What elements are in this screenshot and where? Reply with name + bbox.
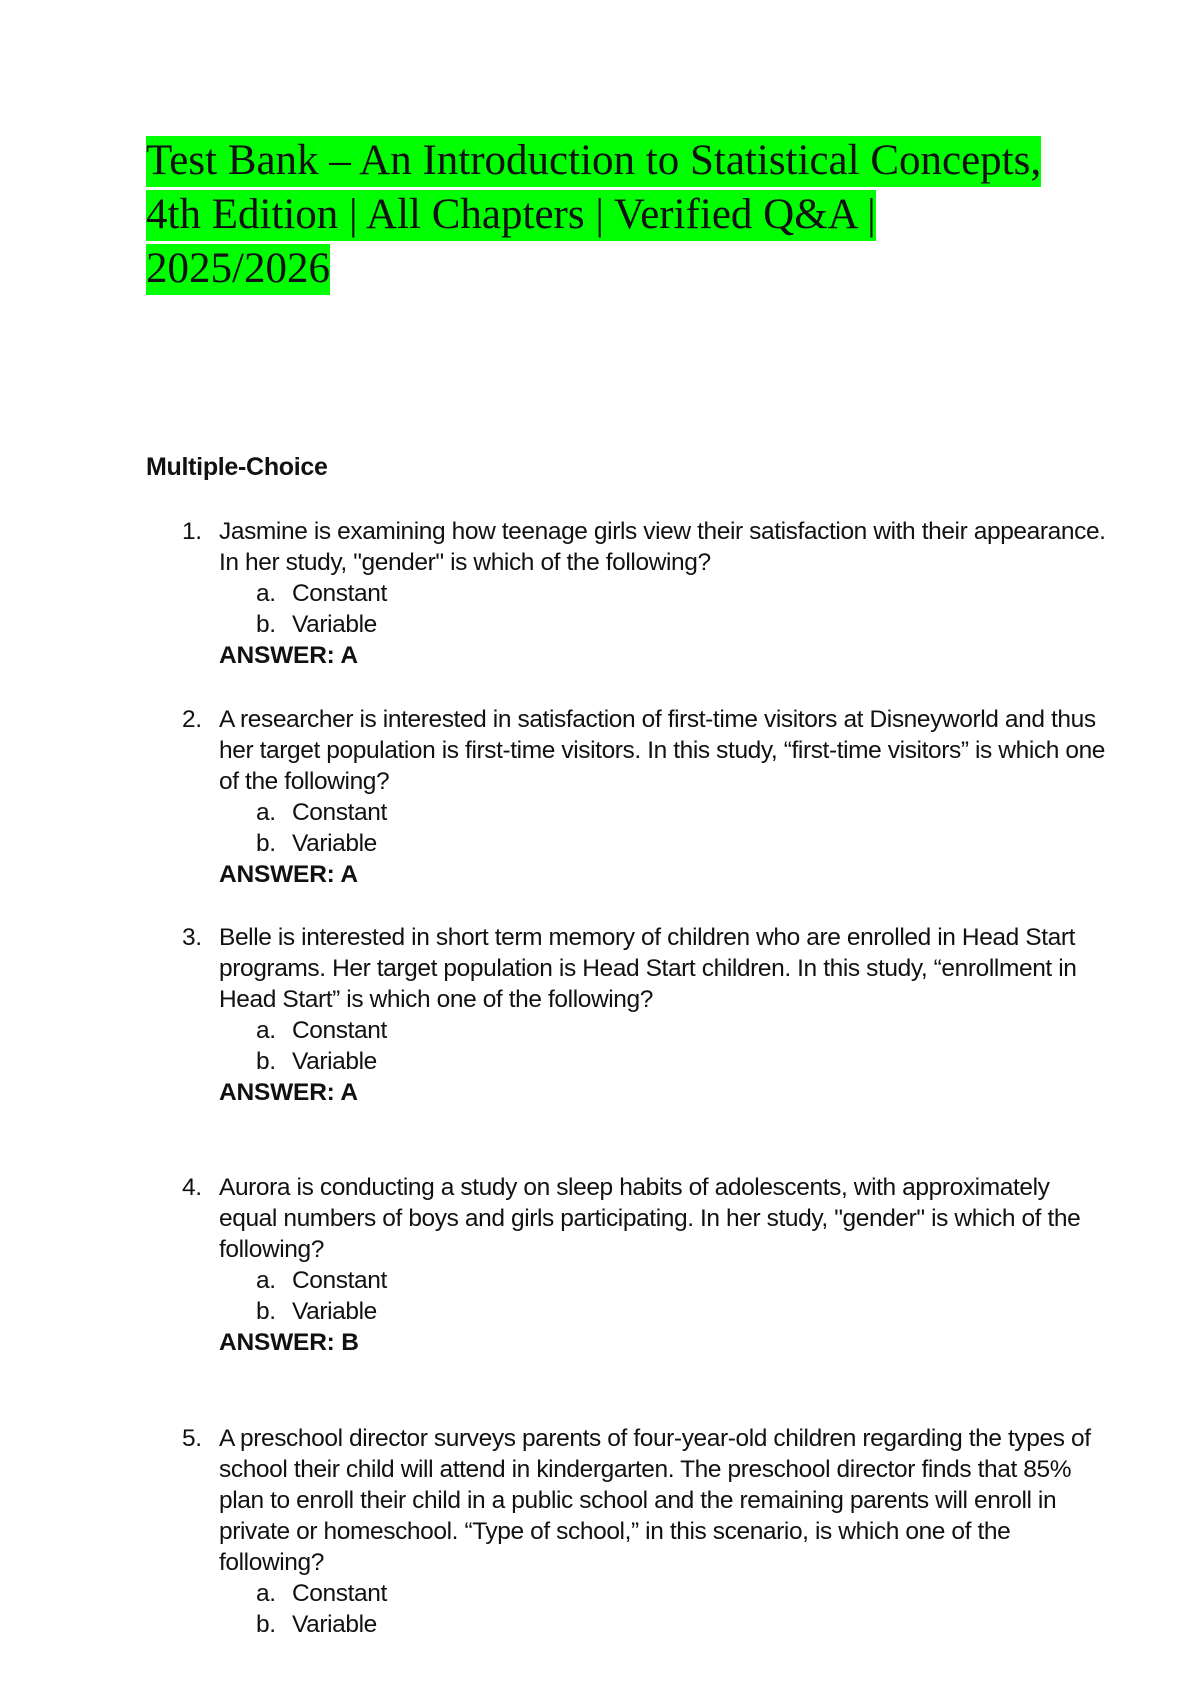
answer-key: ANSWER: A — [219, 1079, 358, 1106]
title-line: Test Bank – An Introduction to Statistical Concepts, — [146, 136, 1041, 187]
option-item — [219, 1296, 1106, 1327]
option-letter: a. — [256, 1267, 276, 1294]
question-item — [146, 922, 1106, 1108]
option-item — [219, 609, 1106, 640]
section-heading: Multiple-Choice — [146, 453, 328, 481]
option-letter: b. — [256, 1048, 276, 1075]
option-text: Constant — [292, 1580, 387, 1607]
option-text: Variable — [292, 1298, 377, 1325]
question-number: 4. — [182, 1174, 202, 1201]
option-item — [219, 578, 1106, 609]
option-letter: a. — [256, 580, 276, 607]
option-item — [219, 1609, 1106, 1640]
option-letter: a. — [256, 799, 276, 826]
option-text: Constant — [292, 1267, 387, 1294]
answer-options — [219, 797, 1106, 859]
option-letter: a. — [256, 1580, 276, 1607]
option-item — [219, 1015, 1106, 1046]
option-letter: b. — [256, 611, 276, 638]
question-number: 1. — [182, 518, 202, 545]
answer-options — [219, 1578, 1106, 1640]
option-text: Constant — [292, 580, 387, 607]
option-text: Constant — [292, 1017, 387, 1044]
question-item — [146, 516, 1106, 671]
question-text: Jasmine is examining how teenage girls view their satisfaction with their appearance. In her study, "gender" is which of the following? — [219, 518, 1106, 576]
option-letter: b. — [256, 1611, 276, 1638]
option-letter: b. — [256, 1298, 276, 1325]
question-item — [146, 1423, 1106, 1640]
question-text: Belle is interested in short term memory of children who are enrolled in Head Start programs. Her target population is Head Start children. In this study, “enrollment in Head Start” is which one of the following? — [219, 924, 1077, 1013]
question-text: A preschool director surveys parents of four-year-old children regarding the types of school their child will attend in kindergarten. The preschool director finds that 85% plan to enroll their child in a public school and the remaining parents will enroll in private or homeschool. “Type of school,” in this scenario, is which one of the following? — [219, 1425, 1091, 1576]
option-item — [219, 1578, 1106, 1609]
document-title — [146, 134, 1086, 296]
option-item — [219, 797, 1106, 828]
answer-key: ANSWER: B — [219, 1329, 359, 1356]
question-item — [146, 1172, 1106, 1358]
answer-options — [219, 578, 1106, 640]
question-text: Aurora is conducting a study on sleep habits of adolescents, with approximately equal numbers of boys and girls participating. In her study, "gender" is which of the following? — [219, 1174, 1081, 1263]
title-line: 4th Edition | All Chapters | Verified Q&A | — [146, 190, 876, 241]
question-number: 2. — [182, 706, 202, 733]
option-letter: b. — [256, 830, 276, 857]
answer-options — [219, 1015, 1106, 1077]
option-text: Variable — [292, 611, 377, 638]
option-text: Constant — [292, 799, 387, 826]
title-line: 2025/2026 — [146, 244, 330, 295]
option-text: Variable — [292, 830, 377, 857]
option-text: Variable — [292, 1048, 377, 1075]
question-text: A researcher is interested in satisfaction of first-time visitors at Disneyworld and thus her target population is first-time visitors. In this study, “first-time visitors” is which one of the following? — [219, 706, 1106, 795]
question-item — [146, 704, 1106, 890]
question-number: 5. — [182, 1425, 202, 1452]
answer-options — [219, 1265, 1106, 1327]
option-item — [219, 828, 1106, 859]
answer-key: ANSWER: A — [219, 861, 358, 888]
option-text: Variable — [292, 1611, 377, 1638]
question-list — [146, 516, 1106, 1640]
option-item — [219, 1046, 1106, 1077]
answer-key: ANSWER: A — [219, 642, 358, 669]
option-item — [219, 1265, 1106, 1296]
option-letter: a. — [256, 1017, 276, 1044]
question-number: 3. — [182, 924, 202, 951]
